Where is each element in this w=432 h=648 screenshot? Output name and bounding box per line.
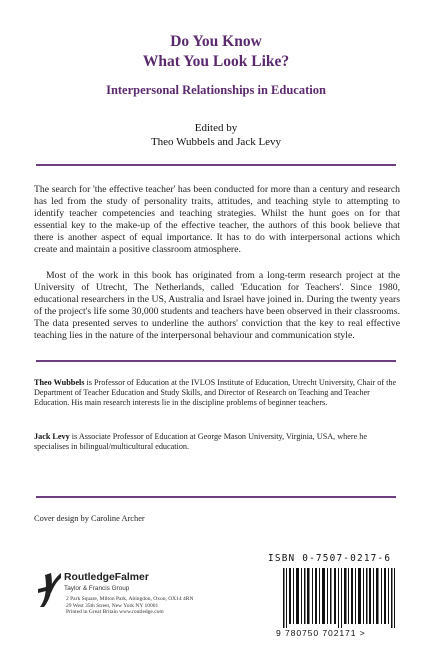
bio-name: Jack Levy — [34, 432, 70, 441]
address-line-3: Printed in Great Britain www.routledge.com — [66, 609, 164, 615]
description-paragraph-2: Most of the work in this book has originated from a long-term research project at the University of Utrecht, The Netherlands, called 'Education for Teachers'. Since 1980, educational researchers in the US, Australia and Israel have joined in. During the twenty years of the project's life some 30,000 students and teachers have been observed in their classrooms. The data presented serves to underline the authors' conviction that the key to real effective teaching lies in the nature of the interpersonal behaviour and communication style. — [34, 270, 400, 342]
bottom-divider — [36, 496, 396, 498]
middle-divider — [36, 360, 396, 362]
publisher-address — [66, 596, 266, 616]
address-line-1: 2 Park Square, Milton Park, Abingdon, Oxon, OX14 4RN — [66, 596, 194, 602]
editors-names: Theo Wubbels and Jack Levy — [150, 136, 282, 148]
cover-design-credit: Cover design by Caroline Archer — [34, 514, 145, 523]
title-line-1: Do You Know — [170, 33, 262, 50]
isbn-label: ISBN 0-7507-0217-6 — [268, 553, 392, 564]
barcode-number: 9 780750 702171 > — [276, 628, 366, 638]
routledgefalmer-logo-icon — [36, 569, 62, 609]
book-subtitle: Interpersonal Relationships in Education — [106, 83, 326, 97]
top-divider — [36, 164, 396, 166]
bio-text: is Associate Professor of Education at George Mason University, Virginia, USA, where he specialises in bilingual/multicultural education. — [34, 432, 368, 452]
publisher-name: RoutledgeFalmer — [64, 572, 149, 583]
publisher-group: Taylor & Francis Group — [64, 585, 130, 592]
book-title — [0, 32, 432, 72]
bio-text: is Professor of Education at the IVLOS Institute of Education, Utrecht University, Chair of the Department of Teacher Education and Study Skills, and Director of Research on Teaching and Teacher Education. His main research interests lie in the discipline problems of beginner teachers. — [34, 378, 397, 408]
barcode — [283, 568, 399, 628]
bio-theo-wubbels — [34, 378, 400, 409]
address-line-2: 29 West 35th Street, New York NY 10001 — [66, 602, 159, 609]
editors-block — [0, 121, 432, 149]
description-paragraph-1: The search for 'the effective teacher' has been conducted for more than a century and research has led from the study of personality traits, attitudes, and teaching style to attempting to identify teacher competencies and teaching strategies. Whilst the hunt goes on for that essential key to the make-up of the effective teacher, the authors of this book believe that there is another aspect of equal importance. It has to do with interpersonal actions which create and maintain a positive classroom atmosphere. — [34, 184, 400, 256]
bio-jack-levy — [34, 432, 400, 452]
title-line-2: What You Look Like? — [142, 53, 290, 70]
edited-by-label: Edited by — [194, 122, 238, 134]
bio-name: Theo Wubbels — [34, 378, 85, 387]
